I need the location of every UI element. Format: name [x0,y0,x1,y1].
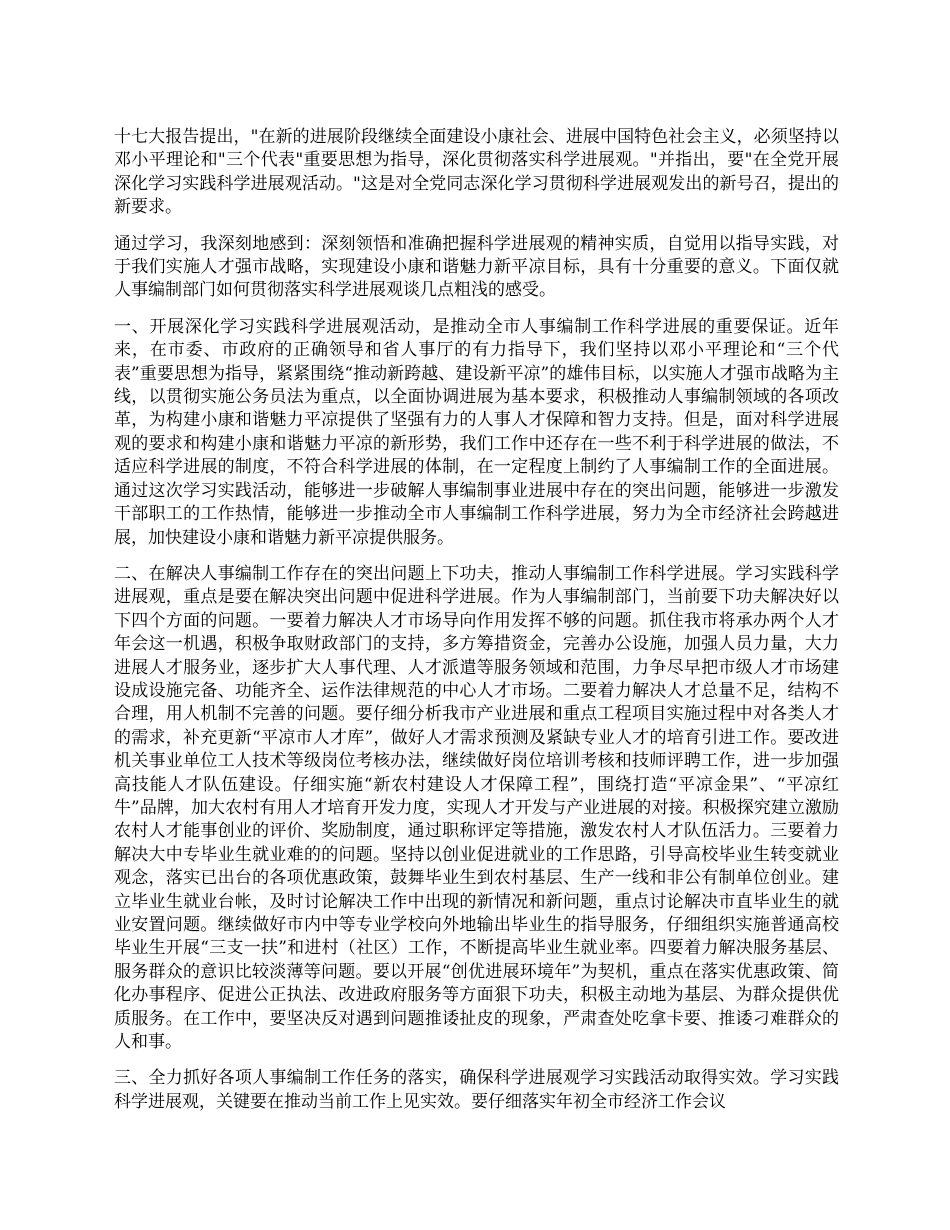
paragraph-section-two: 二、在解决人事编制工作存在的突出问题上下功夫，推动人事编制工作科学进展。学习实践科学进展观，重点是要在解决突出问题中促进科学进展。作为人事编制部门，当前要下功夫解决好以下四个方面的问题。一要着力解决人才市场导向作用发挥不够的问题。抓住我市将承办两个人才年会这一机遇，积极争取财政部门的支持，多方筹措资金，完善办公设施，加强人员力量，大力进展人才服务业，逐步扩大人事代理、人才派遣等服务领域和范围，力争尽早把市级人才市场建设成设施完备、功能齐全、运作法律规范的中心人才市场。二要着力解决人才总量不足，结构不合理，用人机制不完善的问题。要仔细分析我市产业进展和重点工程项目实施过程中对各类人才的需求，补充更新“平凉市人才库”，做好人才需求预测及紧缺专业人才的培育引进工作。要改进机关事业单位工人技术等级岗位考核办法，继续做好岗位培训考核和技师评聘工作，进一步加强高技能人才队伍建设。仔细实施“新农村建设人才保障工程”，围绕打造“平凉金果”、“平凉红牛”品牌，加大农村有用人才培育开发力度，实现人才开发与产业进展的对接。积极探究建立激励农村人才能事创业的评价、奖励制度，通过职称评定等措施，激发农村人才队伍活力。三要着力解决大中专毕业生就业难的的问题。坚持以创业促进就业的工作思路，引导高校毕业生转变就业观念，落实已出台的各项优惠政策，鼓舞毕业生到农村基层、生产一线和非公有制单位创业。建立毕业生就业台帐，及时讨论解决工作中出现的新情况和新问题，重点讨论解决市直毕业生的就业安置问题。继续做好市内中等专业学校向外地输出毕业生的指导服务，仔细组织实施普通高校毕业生开展“三支一扶”和进村（社区）工作，不断提高毕业生就业率。四要着力解决服务基层、服务群众的意识比较淡薄等问题。要以开展“创优进展环境年”为契机，重点在落实优惠政策、简化办事程序、促进公正执法、改进政府服务等方面狠下功夫，积极主动地为基层、为群众提供优质服务。在工作中，要坚决反对遇到问题推诿扯皮的现象，严肃查处吃拿卡要、推诿刁难群众的人和事。 [114,563,839,1053]
paragraph-reflection: 通过学习，我深刻地感到：深刻领悟和准确把握科学进展观的精神实质，自觉用以指导实践，对于我们实施人才强市战略，实现建设小康和谐魅力新平凉目标，具有十分重要的意义。下面仅就人事编制部门如何贯彻落实科学进展观谈几点粗浅的感受。 [114,233,839,301]
document-body [114,126,839,1127]
paragraph-section-one: 一、开展深化学习实践科学进展观活动，是推动全市人事编制工作科学进展的重要保证。近年来，在市委、市政府的正确领导和省人事厅的有力指导下，我们坚持以邓小平理论和“三个代表”重要思想为指导，紧紧围绕“推动新跨越、建设新平凉”的雄伟目标，以实施人才强市战略为主线，以贯彻实施公务员法为重点，以全面协调进展为基本要求，积极推动人事编制领域的各项改革，为构建小康和谐魅力平凉提供了坚强有力的人事人才保障和智力支持。但是，面对科学进展观的要求和构建小康和谐魅力平凉的新形势，我们工作中还存在一些不利于科学进展的做法，不适应科学进展的制度，不符合科学进展的体制，在一定程度上制约了人事编制工作的全面进展。通过这次学习实践活动，能够进一步破解人事编制事业进展中存在的突出问题，能够进一步激发干部职工的工作热情，能够进一步推动全市人事编制工作科学进展，努力为全市经济社会跨越进展，加快建设小康和谐魅力新平凉提供服务。 [114,316,839,548]
paragraph-intro: 十七大报告提出，"在新的进展阶段继续全面建设小康社会、进展中国特色社会主义，必须坚持以邓小平理论和"三个代表"重要思想为指导，深化贯彻落实科学进展观。"并指出，要"在全党开展深化学习实践科学进展观活动。"这是对全党同志深化学习贯彻科学进展观发出的新号召，提出的新要求。 [114,127,839,218]
paragraph-section-three: 三、全力抓好各项人事编制工作任务的落实，确保科学进展观学习实践活动取得实效。学习实践科学进展观，关键要在推动当前工作上见实效。要仔细落实年初全市经济工作会议 [114,1068,839,1112]
